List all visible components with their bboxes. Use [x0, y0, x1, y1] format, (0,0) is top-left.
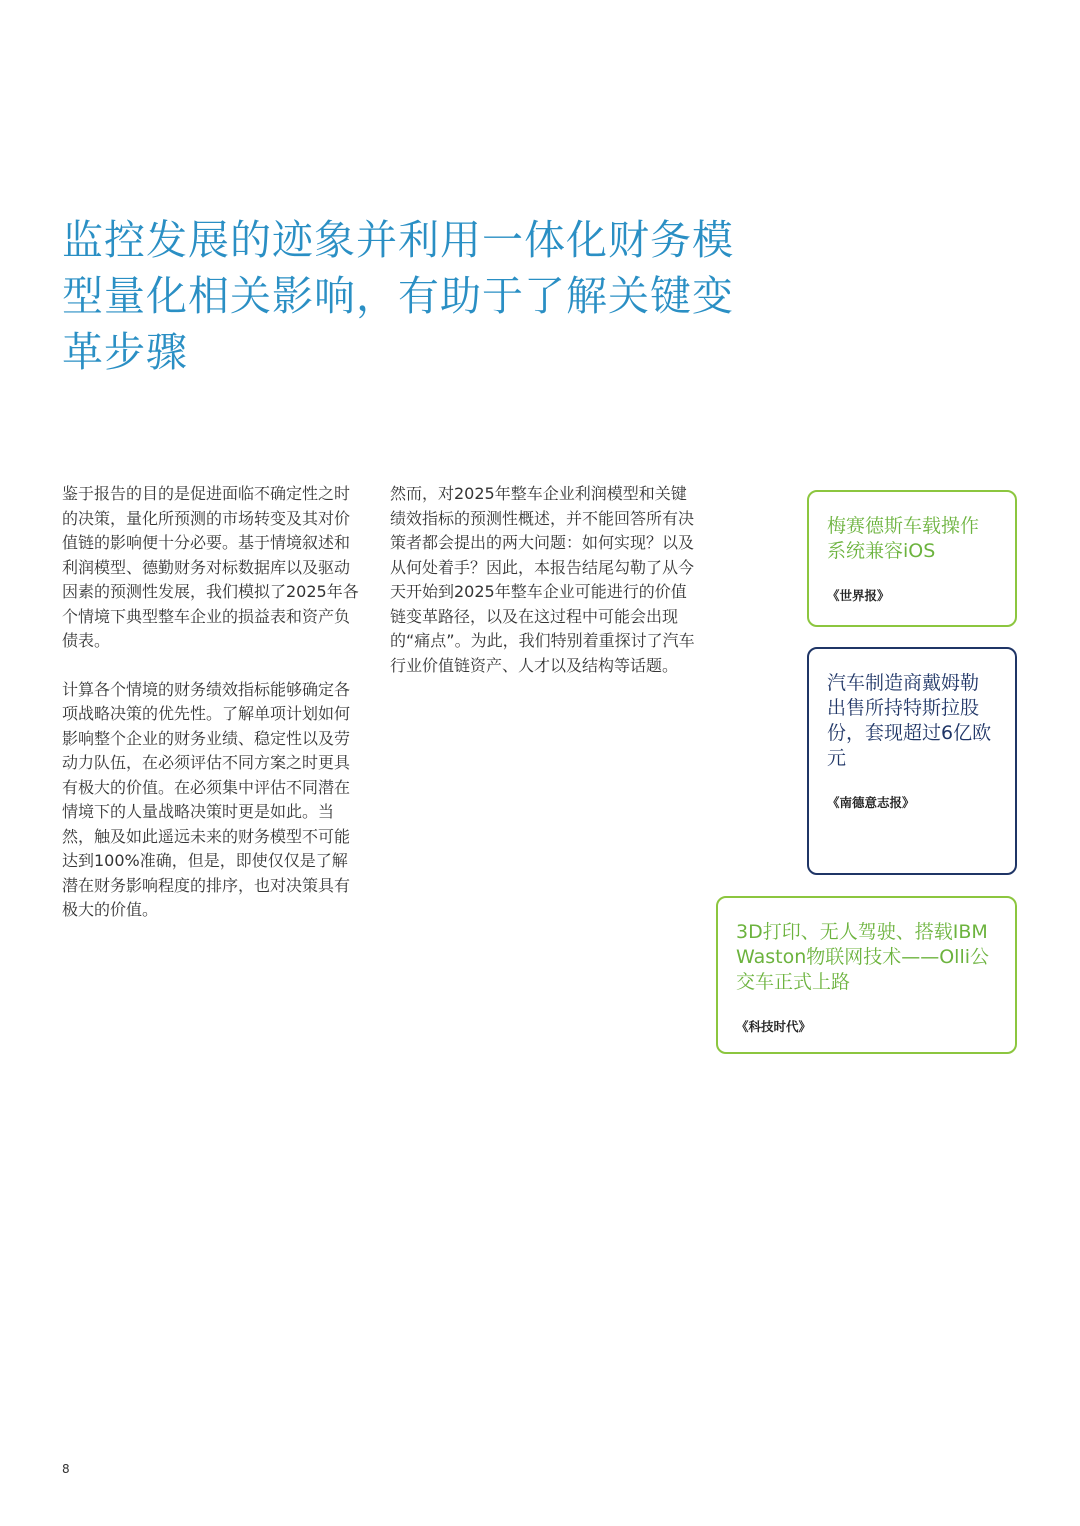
- news-card-headline: 汽车制造商戴姆勒出售所持特斯拉股份，套现超过6亿欧元: [827, 672, 992, 769]
- news-card-world: [807, 490, 1017, 627]
- news-card-source: 《科技时代》: [736, 1019, 812, 1034]
- page-title: 监控发展的迹象并利用一体化财务模型量化相关影响，有助于了解关键变革步骤: [62, 216, 734, 376]
- left-paragraph-1: 鉴于报告的目的是促进面临不确定性之时的决策，量化所预测的市场转变及其对价值链的影响便十分必要。基于情境叙述和利润模型、德勤财务对标数据库以及驱动因素的预测性发展，我们模拟了2025年各个情境下典型整车企业的损益表和资产负债表。: [62, 484, 359, 650]
- left-text-column: [62, 482, 362, 947]
- left-paragraph-2: 计算各个情境的财务绩效指标能够确定各项战略决策的优先性。了解单项计划如何影响整个企业的财务业绩、稳定性以及劳动力队伍，在必须评估不同方案之时更具有极大的价值。在必须集中评估不同潜在情境下的人量战略决策时更是如此。当然，触及如此遥远未来的财务模型不可能达到100%准确，但是，即使仅仅是了解潜在财务影响程度的排序，也对决策具有极大的价值。: [62, 679, 351, 919]
- middle-text-column: [390, 482, 695, 702]
- news-card-daimler: [807, 647, 1017, 875]
- news-card-headline: 梅赛德斯车载操作系统兼容iOS: [827, 515, 980, 562]
- middle-paragraph-1: 然而，对2025年整车企业利润模型和关键绩效指标的预测性概述，并不能回答所有决策者都会提出的两大问题：如何实现？以及从何处着手？因此，本报告结尾勾勒了从今天开始到2025年整车企业可能进行的价值链变革路径，以及在这过程中可能会出现的“痛点”。为此，我们特别着重探讨了汽车行业价值链资产、人才以及结构等话题。: [390, 484, 695, 675]
- news-card-source: 《南德意志报》: [827, 795, 915, 810]
- news-card-headline: 3D打印、无人驾驶、搭载IBM Waston物联网技术——Olli公交车正式上路: [736, 921, 990, 993]
- news-card-olli: [716, 896, 1017, 1054]
- page-number: 8: [62, 1462, 70, 1476]
- news-card-source: 《世界报》: [827, 588, 890, 603]
